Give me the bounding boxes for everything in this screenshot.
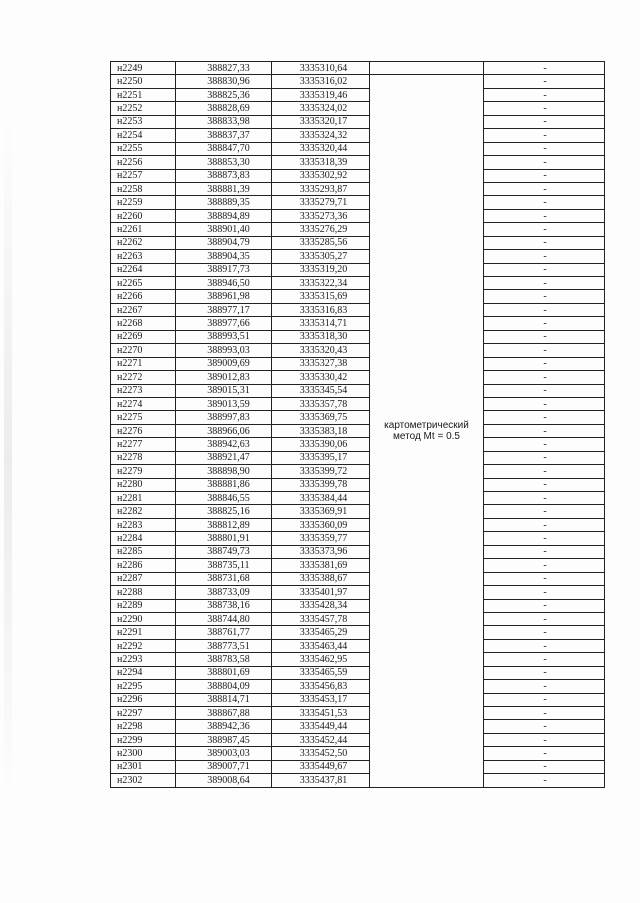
point-name-cell: н2263 <box>111 250 176 263</box>
accuracy-dash-cell: - <box>484 411 605 424</box>
point-name-cell: н2291 <box>111 626 176 639</box>
point-name-cell: н2276 <box>111 424 176 437</box>
y-coordinate-cell: 3335320,44 <box>272 142 370 155</box>
table-row <box>111 532 605 545</box>
point-name-cell: н2270 <box>111 344 176 357</box>
x-coordinate-cell: 388993,51 <box>176 330 272 343</box>
y-coordinate-cell: 3335449,67 <box>272 760 370 773</box>
accuracy-dash-cell: - <box>484 586 605 599</box>
point-name-cell: н2258 <box>111 182 176 195</box>
point-name-cell: н2249 <box>111 62 176 75</box>
x-coordinate-cell: 388830,96 <box>176 75 272 88</box>
x-coordinate-cell: 388825,36 <box>176 88 272 101</box>
x-coordinate-cell: 388731,68 <box>176 572 272 585</box>
table-row <box>111 344 605 357</box>
point-name-cell: н2298 <box>111 720 176 733</box>
point-name-cell: н2250 <box>111 75 176 88</box>
x-coordinate-cell: 388898,90 <box>176 465 272 478</box>
table-row <box>111 62 605 75</box>
accuracy-dash-cell: - <box>484 357 605 370</box>
x-coordinate-cell: 388966,06 <box>176 424 272 437</box>
x-coordinate-cell: 388847,70 <box>176 142 272 155</box>
point-name-cell: н2268 <box>111 317 176 330</box>
table-row <box>111 572 605 585</box>
y-coordinate-cell: 3335359,77 <box>272 532 370 545</box>
table-row <box>111 612 605 625</box>
x-coordinate-cell: 388812,89 <box>176 518 272 531</box>
point-name-cell: н2289 <box>111 599 176 612</box>
y-coordinate-cell: 3335369,75 <box>272 411 370 424</box>
point-name-cell: н2284 <box>111 532 176 545</box>
x-coordinate-cell: 389013,59 <box>176 397 272 410</box>
x-coordinate-cell: 389015,31 <box>176 384 272 397</box>
y-coordinate-cell: 3335388,67 <box>272 572 370 585</box>
accuracy-dash-cell: - <box>484 303 605 316</box>
table-row <box>111 397 605 410</box>
y-coordinate-cell: 3335452,50 <box>272 747 370 760</box>
accuracy-dash-cell: - <box>484 707 605 720</box>
accuracy-dash-cell: - <box>484 102 605 115</box>
point-name-cell: н2278 <box>111 451 176 464</box>
table-row <box>111 599 605 612</box>
y-coordinate-cell: 3335305,27 <box>272 250 370 263</box>
point-name-cell: н2260 <box>111 209 176 222</box>
y-coordinate-cell: 3335273,36 <box>272 209 370 222</box>
point-name-cell: н2288 <box>111 586 176 599</box>
point-name-cell: н2294 <box>111 666 176 679</box>
accuracy-dash-cell: - <box>484 223 605 236</box>
table-row <box>111 451 605 464</box>
accuracy-dash-cell: - <box>484 330 605 343</box>
table-row <box>111 209 605 222</box>
y-coordinate-cell: 3335457,78 <box>272 612 370 625</box>
x-coordinate-cell: 388827,33 <box>176 62 272 75</box>
table-row <box>111 680 605 693</box>
table-row <box>111 236 605 249</box>
accuracy-dash-cell: - <box>484 344 605 357</box>
table-row <box>111 707 605 720</box>
x-coordinate-cell: 388773,51 <box>176 639 272 652</box>
x-coordinate-cell: 388846,55 <box>176 492 272 505</box>
point-name-cell: н2292 <box>111 639 176 652</box>
table-row <box>111 586 605 599</box>
accuracy-dash-cell: - <box>484 626 605 639</box>
y-coordinate-cell: 3335279,71 <box>272 196 370 209</box>
table-row <box>111 626 605 639</box>
x-coordinate-cell: 388977,66 <box>176 317 272 330</box>
accuracy-dash-cell: - <box>484 451 605 464</box>
y-coordinate-cell: 3335320,43 <box>272 344 370 357</box>
x-coordinate-cell: 388987,45 <box>176 733 272 746</box>
x-coordinate-cell: 389008,64 <box>176 774 272 787</box>
table-row <box>111 330 605 343</box>
x-coordinate-cell: 388733,09 <box>176 586 272 599</box>
y-coordinate-cell: 3335345,54 <box>272 384 370 397</box>
y-coordinate-cell: 3335322,34 <box>272 277 370 290</box>
table-row <box>111 747 605 760</box>
y-coordinate-cell: 3335384,44 <box>272 492 370 505</box>
y-coordinate-cell: 3335463,44 <box>272 639 370 652</box>
x-coordinate-cell: 388783,58 <box>176 653 272 666</box>
table-row <box>111 371 605 384</box>
accuracy-dash-cell: - <box>484 371 605 384</box>
point-name-cell: н2265 <box>111 277 176 290</box>
x-coordinate-cell: 388961,98 <box>176 290 272 303</box>
table-row <box>111 102 605 115</box>
table-row <box>111 505 605 518</box>
y-coordinate-cell: 3335330,42 <box>272 371 370 384</box>
table-row <box>111 75 605 88</box>
accuracy-dash-cell: - <box>484 209 605 222</box>
table-row <box>111 156 605 169</box>
y-coordinate-cell: 3335465,29 <box>272 626 370 639</box>
y-coordinate-cell: 3335357,78 <box>272 397 370 410</box>
y-coordinate-cell: 3335449,44 <box>272 720 370 733</box>
point-name-cell: н2287 <box>111 572 176 585</box>
accuracy-dash-cell: - <box>484 142 605 155</box>
point-name-cell: н2267 <box>111 303 176 316</box>
point-name-cell: н2290 <box>111 612 176 625</box>
y-coordinate-cell: 3335456,83 <box>272 680 370 693</box>
table-row <box>111 760 605 773</box>
accuracy-dash-cell: - <box>484 156 605 169</box>
y-coordinate-cell: 3335401,97 <box>272 586 370 599</box>
x-coordinate-cell: 389003,03 <box>176 747 272 760</box>
y-coordinate-cell: 3335451,53 <box>272 707 370 720</box>
y-coordinate-cell: 3335369,91 <box>272 505 370 518</box>
accuracy-dash-cell: - <box>484 599 605 612</box>
accuracy-dash-cell: - <box>484 317 605 330</box>
y-coordinate-cell: 3335390,06 <box>272 438 370 451</box>
accuracy-dash-cell: - <box>484 774 605 787</box>
x-coordinate-cell: 388889,35 <box>176 196 272 209</box>
accuracy-dash-cell: - <box>484 559 605 572</box>
table-row <box>111 115 605 128</box>
y-coordinate-cell: 3335381,69 <box>272 559 370 572</box>
table-row <box>111 518 605 531</box>
y-coordinate-cell: 3335316,83 <box>272 303 370 316</box>
y-coordinate-cell: 3335452,44 <box>272 733 370 746</box>
accuracy-dash-cell: - <box>484 478 605 491</box>
table-row <box>111 142 605 155</box>
x-coordinate-cell: 388942,63 <box>176 438 272 451</box>
y-coordinate-cell: 3335465,59 <box>272 666 370 679</box>
table-row <box>111 438 605 451</box>
accuracy-dash-cell: - <box>484 250 605 263</box>
x-coordinate-cell: 388993,03 <box>176 344 272 357</box>
y-coordinate-cell: 3335437,81 <box>272 774 370 787</box>
accuracy-dash-cell: - <box>484 532 605 545</box>
point-name-cell: н2259 <box>111 196 176 209</box>
x-coordinate-cell: 388881,86 <box>176 478 272 491</box>
point-name-cell: н2253 <box>111 115 176 128</box>
x-coordinate-cell: 388825,16 <box>176 505 272 518</box>
method-label-line1: картометрический <box>384 420 469 432</box>
x-coordinate-cell: 388894,89 <box>176 209 272 222</box>
point-name-cell: н2279 <box>111 465 176 478</box>
y-coordinate-cell: 3335324,32 <box>272 129 370 142</box>
table-row <box>111 639 605 652</box>
y-coordinate-cell: 3335319,46 <box>272 88 370 101</box>
x-coordinate-cell: 388946,50 <box>176 277 272 290</box>
point-name-cell: н2255 <box>111 142 176 155</box>
table-row <box>111 88 605 101</box>
x-coordinate-cell: 388881,39 <box>176 182 272 195</box>
accuracy-dash-cell: - <box>484 236 605 249</box>
y-coordinate-cell: 3335462,95 <box>272 653 370 666</box>
x-coordinate-cell: 388761,77 <box>176 626 272 639</box>
point-name-cell: н2261 <box>111 223 176 236</box>
y-coordinate-cell: 3335318,30 <box>272 330 370 343</box>
point-name-cell: н2300 <box>111 747 176 760</box>
point-name-cell: н2275 <box>111 411 176 424</box>
table-row <box>111 250 605 263</box>
point-name-cell: н2266 <box>111 290 176 303</box>
point-name-cell: н2274 <box>111 397 176 410</box>
point-name-cell: н2254 <box>111 129 176 142</box>
x-coordinate-cell: 388814,71 <box>176 693 272 706</box>
y-coordinate-cell: 3335293,87 <box>272 182 370 195</box>
table-row <box>111 223 605 236</box>
table-row <box>111 559 605 572</box>
x-coordinate-cell: 389012,83 <box>176 371 272 384</box>
x-coordinate-cell: 388833,98 <box>176 115 272 128</box>
point-name-cell: н2264 <box>111 263 176 276</box>
accuracy-dash-cell: - <box>484 733 605 746</box>
y-coordinate-cell: 3335399,72 <box>272 465 370 478</box>
accuracy-dash-cell: - <box>484 277 605 290</box>
y-coordinate-cell: 3335383,18 <box>272 424 370 437</box>
y-coordinate-cell: 3335399,78 <box>272 478 370 491</box>
table-row <box>111 492 605 505</box>
accuracy-dash-cell: - <box>484 115 605 128</box>
x-coordinate-cell: 388853,30 <box>176 156 272 169</box>
x-coordinate-cell: 389009,69 <box>176 357 272 370</box>
y-coordinate-cell: 3335320,17 <box>272 115 370 128</box>
x-coordinate-cell: 388977,17 <box>176 303 272 316</box>
table-row <box>111 774 605 787</box>
accuracy-dash-cell: - <box>484 693 605 706</box>
x-coordinate-cell: 388904,35 <box>176 250 272 263</box>
y-coordinate-cell: 3335318,39 <box>272 156 370 169</box>
accuracy-dash-cell: - <box>484 505 605 518</box>
accuracy-dash-cell: - <box>484 653 605 666</box>
y-coordinate-cell: 3335327,38 <box>272 357 370 370</box>
y-coordinate-cell: 3335453,17 <box>272 693 370 706</box>
table-row <box>111 357 605 370</box>
coordinates-table <box>110 61 605 788</box>
table-row <box>111 169 605 182</box>
x-coordinate-cell: 388744,80 <box>176 612 272 625</box>
table-row <box>111 277 605 290</box>
table-row <box>111 478 605 491</box>
accuracy-dash-cell: - <box>484 518 605 531</box>
point-name-cell: н2297 <box>111 707 176 720</box>
table-row <box>111 384 605 397</box>
method-cell-empty <box>370 62 484 75</box>
accuracy-dash-cell: - <box>484 572 605 585</box>
accuracy-dash-cell: - <box>484 397 605 410</box>
accuracy-dash-cell: - <box>484 263 605 276</box>
x-coordinate-cell: 388801,91 <box>176 532 272 545</box>
y-coordinate-cell: 3335360,09 <box>272 518 370 531</box>
accuracy-dash-cell: - <box>484 290 605 303</box>
x-coordinate-cell: 388917,73 <box>176 263 272 276</box>
accuracy-dash-cell: - <box>484 545 605 558</box>
table-row <box>111 263 605 276</box>
accuracy-dash-cell: - <box>484 182 605 195</box>
accuracy-dash-cell: - <box>484 680 605 693</box>
x-coordinate-cell: 388735,11 <box>176 559 272 572</box>
point-name-cell: н2262 <box>111 236 176 249</box>
y-coordinate-cell: 3335316,02 <box>272 75 370 88</box>
y-coordinate-cell: 3335324,02 <box>272 102 370 115</box>
table-row <box>111 290 605 303</box>
x-coordinate-cell: 388942,36 <box>176 720 272 733</box>
y-coordinate-cell: 3335315,69 <box>272 290 370 303</box>
point-name-cell: н2271 <box>111 357 176 370</box>
x-coordinate-cell: 388867,88 <box>176 707 272 720</box>
accuracy-dash-cell: - <box>484 438 605 451</box>
x-coordinate-cell: 388997,83 <box>176 411 272 424</box>
point-name-cell: н2283 <box>111 518 176 531</box>
accuracy-dash-cell: - <box>484 760 605 773</box>
y-coordinate-cell: 3335310,64 <box>272 62 370 75</box>
accuracy-dash-cell: - <box>484 169 605 182</box>
table-row <box>111 733 605 746</box>
y-coordinate-cell: 3335302,92 <box>272 169 370 182</box>
table-row <box>111 424 605 437</box>
accuracy-dash-cell: - <box>484 75 605 88</box>
accuracy-dash-cell: - <box>484 196 605 209</box>
x-coordinate-cell: 388921,47 <box>176 451 272 464</box>
point-name-cell: н2280 <box>111 478 176 491</box>
point-name-cell: н2272 <box>111 371 176 384</box>
scan-margin-shadow <box>4 120 12 800</box>
accuracy-dash-cell: - <box>484 612 605 625</box>
point-name-cell: н2295 <box>111 680 176 693</box>
table-row <box>111 196 605 209</box>
x-coordinate-cell: 388828,69 <box>176 102 272 115</box>
x-coordinate-cell: 389007,71 <box>176 760 272 773</box>
point-name-cell: н2269 <box>111 330 176 343</box>
x-coordinate-cell: 388837,37 <box>176 129 272 142</box>
table-row <box>111 129 605 142</box>
table-row <box>111 545 605 558</box>
accuracy-dash-cell: - <box>484 639 605 652</box>
accuracy-dash-cell: - <box>484 384 605 397</box>
point-name-cell: н2285 <box>111 545 176 558</box>
accuracy-dash-cell: - <box>484 492 605 505</box>
y-coordinate-cell: 3335373,96 <box>272 545 370 558</box>
x-coordinate-cell: 388749,73 <box>176 545 272 558</box>
point-name-cell: н2273 <box>111 384 176 397</box>
accuracy-dash-cell: - <box>484 424 605 437</box>
x-coordinate-cell: 388904,79 <box>176 236 272 249</box>
point-name-cell: н2251 <box>111 88 176 101</box>
method-label-line2: метод Mt = 0.5 <box>393 431 460 443</box>
point-name-cell: н2252 <box>111 102 176 115</box>
table-row <box>111 411 605 424</box>
point-name-cell: н2277 <box>111 438 176 451</box>
x-coordinate-cell: 388873,83 <box>176 169 272 182</box>
table-row <box>111 666 605 679</box>
coordinates-table-body <box>111 62 605 788</box>
y-coordinate-cell: 3335319,20 <box>272 263 370 276</box>
table-row <box>111 465 605 478</box>
point-name-cell: н2256 <box>111 156 176 169</box>
accuracy-dash-cell: - <box>484 62 605 75</box>
accuracy-dash-cell: - <box>484 747 605 760</box>
x-coordinate-cell: 388801,69 <box>176 666 272 679</box>
point-name-cell: н2282 <box>111 505 176 518</box>
table-row <box>111 653 605 666</box>
table-row <box>111 720 605 733</box>
y-coordinate-cell: 3335395,17 <box>272 451 370 464</box>
x-coordinate-cell: 388738,16 <box>176 599 272 612</box>
accuracy-dash-cell: - <box>484 88 605 101</box>
table-row <box>111 182 605 195</box>
y-coordinate-cell: 3335314,71 <box>272 317 370 330</box>
point-name-cell: н2301 <box>111 760 176 773</box>
point-name-cell: н2299 <box>111 733 176 746</box>
y-coordinate-cell: 3335428,34 <box>272 599 370 612</box>
x-coordinate-cell: 388804,09 <box>176 680 272 693</box>
y-coordinate-cell: 3335285,56 <box>272 236 370 249</box>
method-cell <box>370 75 484 787</box>
x-coordinate-cell: 388901,40 <box>176 223 272 236</box>
table-row <box>111 317 605 330</box>
accuracy-dash-cell: - <box>484 720 605 733</box>
table-row <box>111 693 605 706</box>
point-name-cell: н2293 <box>111 653 176 666</box>
point-name-cell: н2286 <box>111 559 176 572</box>
point-name-cell: н2296 <box>111 693 176 706</box>
accuracy-dash-cell: - <box>484 666 605 679</box>
point-name-cell: н2302 <box>111 774 176 787</box>
point-name-cell: н2281 <box>111 492 176 505</box>
y-coordinate-cell: 3335276,29 <box>272 223 370 236</box>
table-row <box>111 303 605 316</box>
accuracy-dash-cell: - <box>484 465 605 478</box>
accuracy-dash-cell: - <box>484 129 605 142</box>
point-name-cell: н2257 <box>111 169 176 182</box>
